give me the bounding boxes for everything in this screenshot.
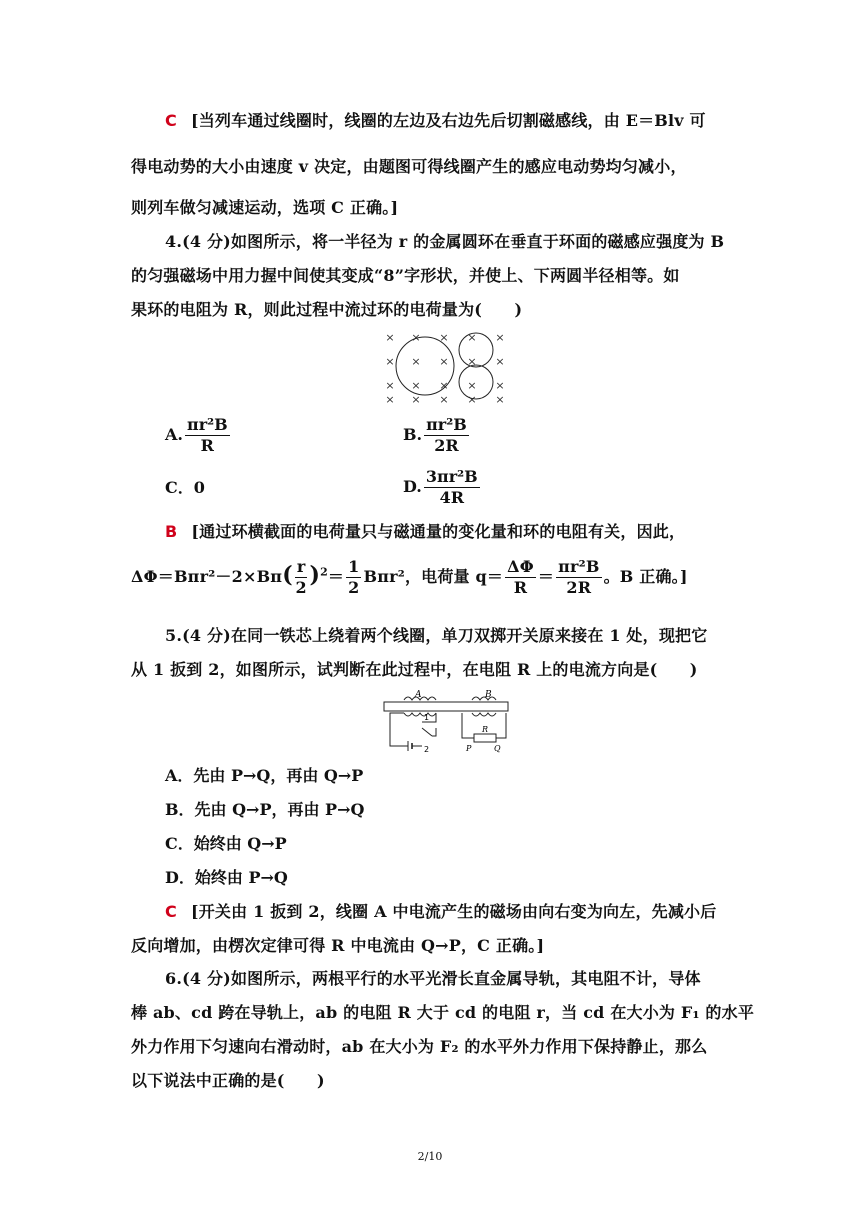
svg-text:×: ×: [385, 379, 395, 392]
svg-text:×: ×: [385, 355, 395, 368]
svg-text:×: ×: [495, 355, 505, 368]
q5-answer-letter: C: [165, 902, 177, 921]
svg-text:A: A: [415, 690, 422, 700]
q4-answer-equation: ΔΦ＝Bπr²－2×Bπ( $\frac{r}{2}$ )$^2$＝ $\frac{1}{2}$ Bπr²，电荷量 q＝ $\frac{\Delta\Phi}{R}$ ＝ $\frac{\text{πr²B}}{2R}$ 。B 正确。]: [131, 557, 688, 597]
q3-answer-letter: C: [165, 111, 177, 130]
svg-text:×: ×: [495, 393, 505, 406]
q4-stem-line2: 的匀强磁场中用力握中间使其变成“8”字形状，并使上、下两圆半径相等。如: [131, 266, 680, 285]
q6-stem-line4: 以下说法中正确的是( ): [131, 1071, 325, 1090]
q3-answer-line3: 则列车做匀减速运动，选项 C 正确。]: [131, 198, 399, 217]
q4-answer-line1: B [通过环横截面的电荷量只与磁通量的变化量和环的电阻有关，因此，: [165, 522, 686, 541]
svg-text:×: ×: [467, 331, 477, 344]
q5-answer-line1: C [开关由 1 扳到 2，线圈 A 中电流产生的磁场由向右变为向左，先减小后: [165, 902, 717, 921]
q4-option-b[interactable]: B. $\frac{\text{πr²B}}{2R}$: [403, 415, 467, 455]
two-coil-circuit-diagram: [382, 688, 518, 754]
q3-answer-line1: C [当列车通过线圈时，线圈的左边及右边先后切割磁感线，由 E＝Blv 可: [165, 111, 706, 130]
q4-option-c[interactable]: C．0: [165, 478, 205, 497]
q6-stem-line2: 棒 ab、cd 跨在导轨上，ab 的电阻 R 大于 cd 的电阻 r，当 cd 在大小为 F₁ 的水平: [131, 1003, 755, 1022]
q5-answer-line2: 反向增加，由楞次定律可得 R 中电流由 Q→P，C 正确。]: [131, 936, 545, 955]
svg-text:×: ×: [411, 355, 421, 368]
svg-text:×: ×: [467, 393, 477, 406]
q5-option-d[interactable]: D．始终由 P→Q: [165, 868, 288, 887]
svg-text:B: B: [485, 690, 492, 700]
svg-text:×: ×: [439, 393, 449, 406]
q4-stem-line3: 果环的电阻为 R，则此过程中流过环的电荷量为( ): [131, 300, 523, 319]
svg-text:×: ×: [385, 331, 395, 344]
svg-text:×: ×: [439, 355, 449, 368]
q4-option-d[interactable]: D. $\frac{\text{3πr²B}}{4R}$: [403, 467, 478, 507]
q4-answer-letter: B: [165, 522, 178, 541]
q4-stem-line1: 4.(4 分)如图所示，将一半径为 r 的金属圆环在垂直于环面的磁感应强度为 B: [165, 232, 725, 251]
figure-eight-ring-diagram: [380, 330, 520, 410]
svg-text:×: ×: [439, 379, 449, 392]
q6-stem-line1: 6.(4 分)如图所示，两根平行的水平光滑长直金属导轨，其电阻不计，导体: [165, 969, 701, 988]
q5-option-c[interactable]: C．始终由 Q→P: [165, 834, 287, 853]
q5-stem-line2: 从 1 扳到 2，如图所示，试判断在此过程中，在电阻 R 上的电流方向是( ): [131, 660, 698, 679]
svg-text:×: ×: [439, 331, 449, 344]
svg-text:×: ×: [495, 379, 505, 392]
q6-stem-line3: 外力作用下匀速向右滑动时，ab 在大小为 F₂ 的水平外力作用下保持静止，那么: [131, 1037, 708, 1056]
svg-text:×: ×: [411, 379, 421, 392]
page-number: 2/10: [417, 1150, 443, 1163]
svg-text:R: R: [482, 725, 489, 734]
q5-option-a[interactable]: A．先由 P→Q，再由 Q→P: [165, 766, 364, 785]
svg-text:P: P: [466, 744, 472, 753]
q5-stem-line1: 5.(4 分)在同一铁芯上绕着两个线圈，单刀双掷开关原来接在 1 处，现把它: [165, 626, 708, 645]
svg-text:×: ×: [467, 379, 477, 392]
svg-text:×: ×: [385, 393, 395, 406]
q5-option-b[interactable]: B．先由 Q→P，再由 P→Q: [165, 800, 365, 819]
q3-answer-line2: 得电动势的大小由速度 v 决定，由题图可得线圈产生的感应电动势均匀减小，: [131, 157, 687, 176]
svg-text:×: ×: [495, 331, 505, 344]
svg-text:×: ×: [411, 331, 421, 344]
svg-text:2: 2: [424, 745, 430, 754]
svg-text:1: 1: [424, 713, 430, 722]
q4-option-a[interactable]: A. $\frac{\text{πr²B}}{R}$: [165, 415, 228, 455]
svg-text:Q: Q: [494, 744, 501, 753]
svg-text:×: ×: [467, 355, 477, 368]
svg-text:×: ×: [411, 393, 421, 406]
